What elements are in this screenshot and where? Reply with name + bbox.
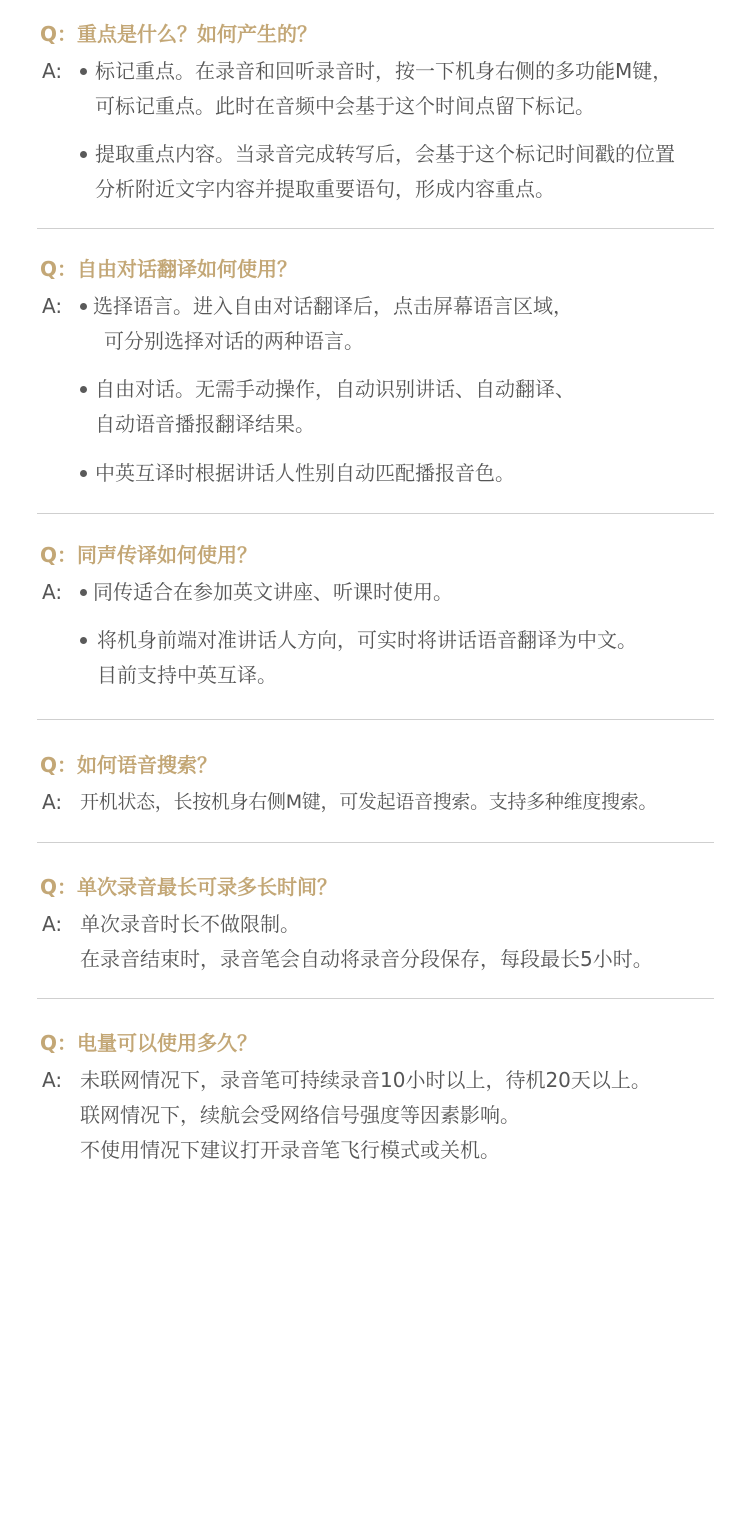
answer-2-line-4: 自动语音播报翻译结果。: [95, 412, 315, 436]
bullet-dot: [80, 470, 87, 477]
answer-6-line-1: 未联网情况下，录音笔可持续录音10小时以上，待机20天以上。: [80, 1068, 651, 1092]
answer-2-line-2: 可分别选择对话的两种语言。: [104, 329, 364, 353]
divider: [37, 228, 714, 229]
bullet-dot: [80, 68, 87, 75]
divider: [37, 513, 714, 514]
bullet-dot: [80, 589, 87, 596]
question-3: Q：同声传译如何使用？: [40, 543, 258, 567]
answer-6-line-3: 不使用情况下建议打开录音笔飞行模式或关机。: [80, 1138, 500, 1162]
answer-label-1: A:: [42, 59, 63, 83]
answer-3-line-1: 同传适合在参加英文讲座、听课时使用。: [93, 580, 453, 604]
answer-label-4: A:: [42, 790, 63, 814]
divider: [37, 719, 714, 720]
bullet-dot: [80, 637, 87, 644]
answer-3-line-3: 目前支持中英互译。: [97, 663, 277, 687]
bullet-dot: [80, 303, 87, 310]
answer-5-line-2: 在录音结束时，录音笔会自动将录音分段保存，每段最长5小时。: [80, 947, 653, 971]
answer-label-2: A:: [42, 294, 63, 318]
answer-1-line-1: 标记重点。在录音和回听录音时，按一下机身右侧的多功能M键，: [95, 59, 673, 83]
divider: [37, 842, 714, 843]
answer-3-line-2: 将机身前端对准讲话人方向，可实时将讲话语音翻译为中文。: [97, 628, 637, 652]
answer-6-line-2: 联网情况下，续航会受网络信号强度等因素影响。: [80, 1103, 520, 1127]
answer-label-3: A:: [42, 580, 63, 604]
bullet-dot: [80, 151, 87, 158]
answer-2-line-5: 中英互译时根据讲话人性别自动匹配播报音色。: [95, 461, 515, 485]
answer-2-line-3: 自由对话。无需手动操作，自动识别讲话、自动翻译、: [95, 377, 575, 401]
answer-label-6: A:: [42, 1068, 63, 1092]
answer-1-line-3: 提取重点内容。当录音完成转写后，会基于这个标记时间戳的位置: [95, 142, 675, 166]
question-1: Q：重点是什么？如何产生的？: [40, 22, 318, 46]
answer-5-line-1: 单次录音时长不做限制。: [80, 912, 300, 936]
question-4: Q：如何语音搜索？: [40, 753, 218, 777]
divider: [37, 998, 714, 999]
answer-2-line-1: 选择语言。进入自由对话翻译后，点击屏幕语言区域，: [93, 294, 573, 318]
bullet-dot: [80, 386, 87, 393]
answer-4-line-1: 开机状态，长按机身右侧M键，可发起语音搜索。支持多种维度搜索。: [80, 791, 658, 813]
question-2: Q：自由对话翻译如何使用？: [40, 257, 298, 281]
answer-1-line-4: 分析附近文字内容并提取重要语句，形成内容重点。: [95, 177, 555, 201]
answer-1-line-2: 可标记重点。此时在音频中会基于这个时间点留下标记。: [95, 94, 595, 118]
answer-label-5: A:: [42, 912, 63, 936]
question-5: Q：单次录音最长可录多长时间？: [40, 875, 338, 899]
question-6: Q：电量可以使用多久？: [40, 1031, 258, 1055]
